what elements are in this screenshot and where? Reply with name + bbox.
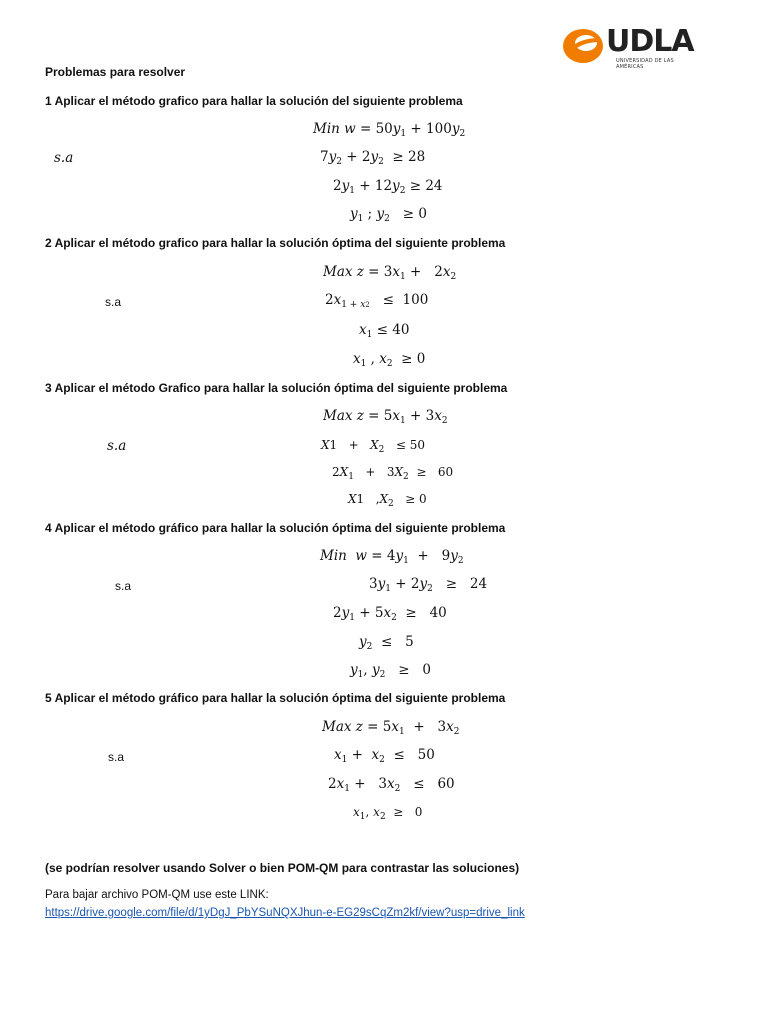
problem-5-title: 5 Aplicar el método gráfico para hallar la solución óptima del siguiente problema [45,691,506,705]
problem-1-constraint-1: $7y_2 + 2y_2 \ge 28$ [320,149,426,167]
problem-2-sa: s.a [105,295,122,309]
problem-3-sa: s.a [107,438,127,454]
download-note: Para bajar archivo POM-QM use este LINK: [45,889,269,901]
problem-3-title: 3 Aplicar el método Grafico para hallar la solución óptima del siguiente problema [45,381,508,395]
problem-3-constraint-1: $X1 + X_2 \le 50$ [321,438,425,455]
logo-subtitle: UNIVERSIDAD DE LAS AMÉRICAS [616,58,674,70]
problem-1-constraint-3: $y_1$ ; $y_2 \ge 0$ [350,206,427,224]
problem-2-constraint-3: $x_1$ , $x_2 \ge 0$ [353,351,426,369]
page-heading: Problemas para resolver [45,65,186,79]
problem-2-objective: Max $z = 3x_1 + 2x_2$ [323,264,457,282]
udla-emblem-icon [562,26,608,66]
problem-4-title: 4 Aplicar el método gráfico para hallar la solución óptima del siguiente problema [45,521,506,535]
problem-1-constraint-2: $2y_1 + 12y_2 \ge 24$ [333,178,443,196]
udla-logo [562,24,698,68]
problem-5-sa: s.a [108,750,125,764]
problem-4-constraint-1: $3y_1 + 2y_2 \ge 24$ [369,576,488,594]
problem-3-constraint-3: X1 $,X_2 \ge 0$ [348,492,427,509]
download-link[interactable]: https://drive.google.com/file/d/1yDgJ_PbYSuNQXJhun-e-EG29sCqZm2kf/view?usp=drive_link [45,907,525,919]
problem-2-constraint-1: $2x_{1 + x2} \le 100$ [325,292,429,310]
problem-5-objective: Max $z = 5x_1 + 3x_2$ [322,719,460,737]
problem-5-constraint-3: $x_1$, $x_2 \ge 0$ [353,805,423,822]
problem-4-constraint-3: $y_2 \le 5$ [359,634,414,652]
problem-2-constraint-2: $x_1 \le 40$ [359,322,410,340]
problem-4-constraint-2: $2y_1 + 5x_2 \ge 40$ [333,605,447,623]
problem-3-objective: Max $z = 5x_1 + 3x_2$ [323,408,448,426]
problem-4-objective: Min $w = 4y_1 + 9y_2$ [320,548,464,566]
problem-1-sa: s.a [54,150,74,166]
problem-1-title: 1 Aplicar el método grafico para hallar la solución del siguiente problema [45,94,463,108]
problem-3-constraint-2: $2X_1 + 3X_2 \ge 60$ [332,465,454,482]
closing-note: (se podrían resolver usando Solver o bien POM-QM para contrastar las soluciones) [45,861,520,875]
problem-1-objective: Min $w = 50y_1 + 100y_2$ [313,121,466,139]
problem-2-title: 2 Aplicar el método grafico para hallar la solución óptima del siguiente problema [45,236,506,250]
problem-4-constraint-4: $y_1$, $y_2 \ge 0$ [350,662,431,680]
problem-5-constraint-2: $2x_1 + 3x_2 \le 60$ [328,776,455,794]
problem-5-constraint-1: $x_1 + x_2 \le 50$ [334,747,435,765]
logo-brand: UDLA [606,24,694,59]
problem-4-sa: s.a [115,579,132,593]
